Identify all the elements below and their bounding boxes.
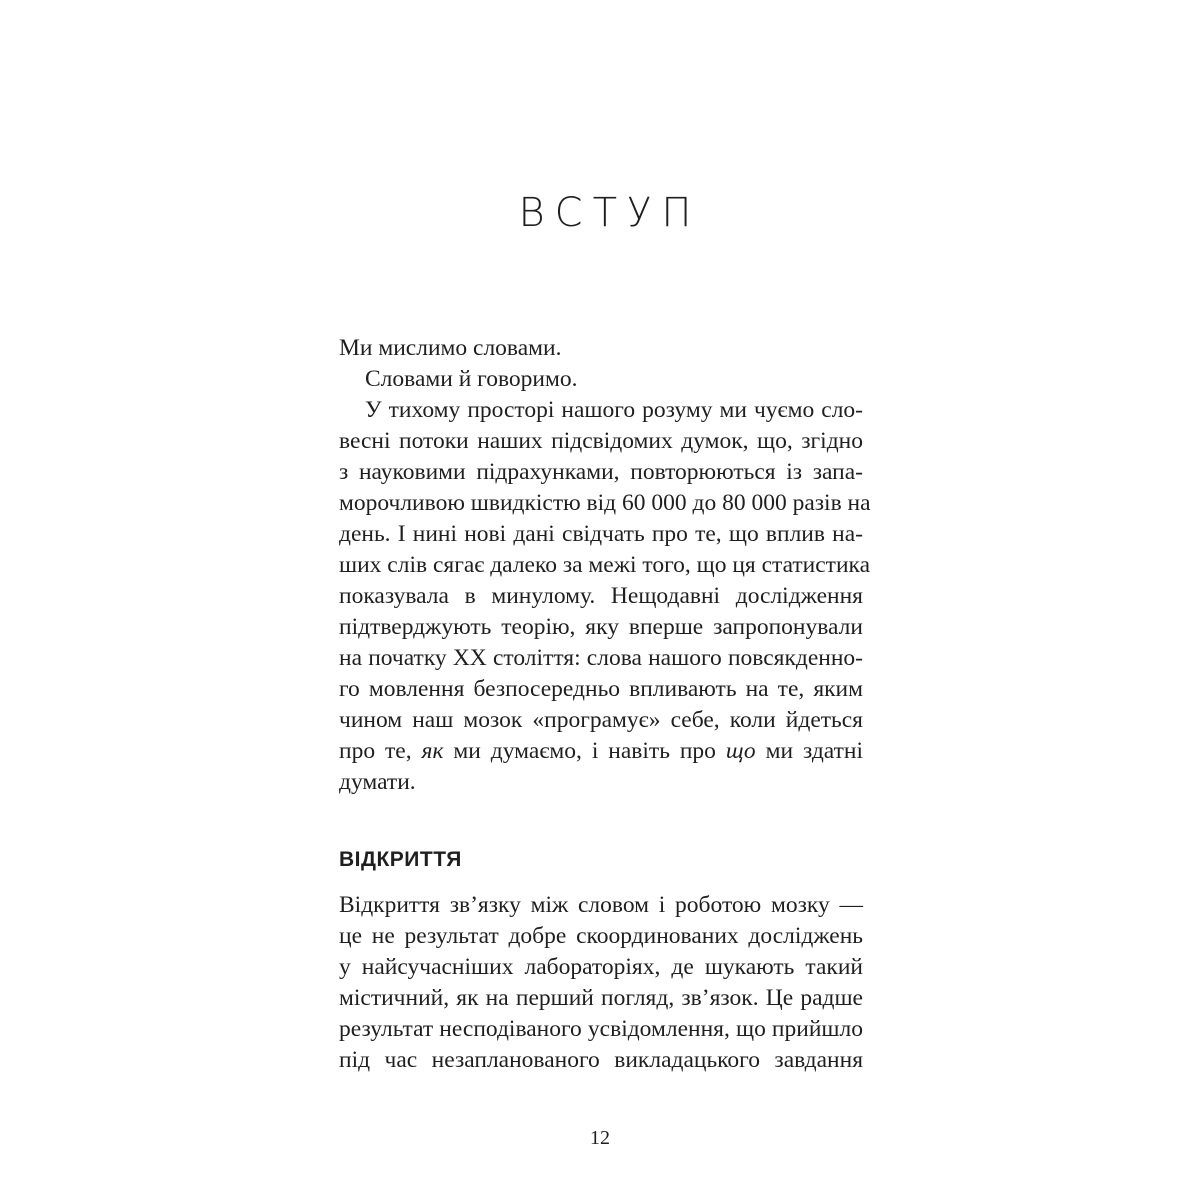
text-line: на початку XX століття: слова нашого повсякденно- (339, 645, 863, 671)
text-line: у найсучасніших лабораторіях, де шукають такий (339, 954, 863, 980)
text-line: показувала в минулому. Нещодавні дослідження (339, 583, 863, 609)
section-heading: ВІДКРИТТЯ (339, 848, 462, 871)
text-line: результат несподіваного усвідомлення, що прийшло (339, 1016, 863, 1042)
page-number: 12 (590, 1127, 610, 1149)
text-fragment: ми здатні (755, 738, 863, 764)
italic-word: що (725, 738, 756, 764)
italic-word: як (421, 738, 444, 764)
text-line: Словами й говоримо. (365, 366, 578, 392)
text-line: чином наш мозок «програмує» себе, коли йдеться (339, 707, 863, 733)
text-line: підтверджують теорію, яку вперше запропонували (339, 614, 863, 640)
text-line: У тихому просторі нашого розуму ми чуємо сло- (365, 397, 863, 423)
chapter-title: ВСТУП (518, 190, 702, 236)
text-line: з науковими підрахунками, повторюються із запа- (339, 459, 863, 485)
section-text (339, 890, 863, 1076)
text-line: день. І нині нові дані свідчать про те, що вплив на- (339, 521, 863, 547)
text-line: містичний, як на перший погляд, зв’язок. Це радше (339, 985, 863, 1011)
intro-text (339, 333, 871, 798)
text-fragment: про те, (339, 738, 422, 764)
text-fragment: ми думаємо, і навіть про (443, 738, 726, 764)
text-line: весні потоки наших підсвідомих думок, що, згідно (339, 428, 863, 454)
text-line: це не результат добре скоординованих досліджень (339, 923, 863, 949)
text-line-with-italics (339, 736, 863, 767)
text-line: під час незапланованого викладацького завдання (339, 1047, 863, 1073)
text-line: Відкриття зв’язку між словом і роботою мозку — (339, 892, 863, 918)
text-line: Ми мислимо словами. (339, 335, 562, 361)
text-line: го мовлення безпосередньо впливають на те, яким (339, 676, 863, 702)
text-line: думати. (339, 769, 416, 795)
text-line: ших слів сягає далеко за межі того, що ця статистика (339, 552, 871, 578)
text-line: морочливою швидкістю від 60 000 до 80 000 разів на (339, 490, 871, 516)
